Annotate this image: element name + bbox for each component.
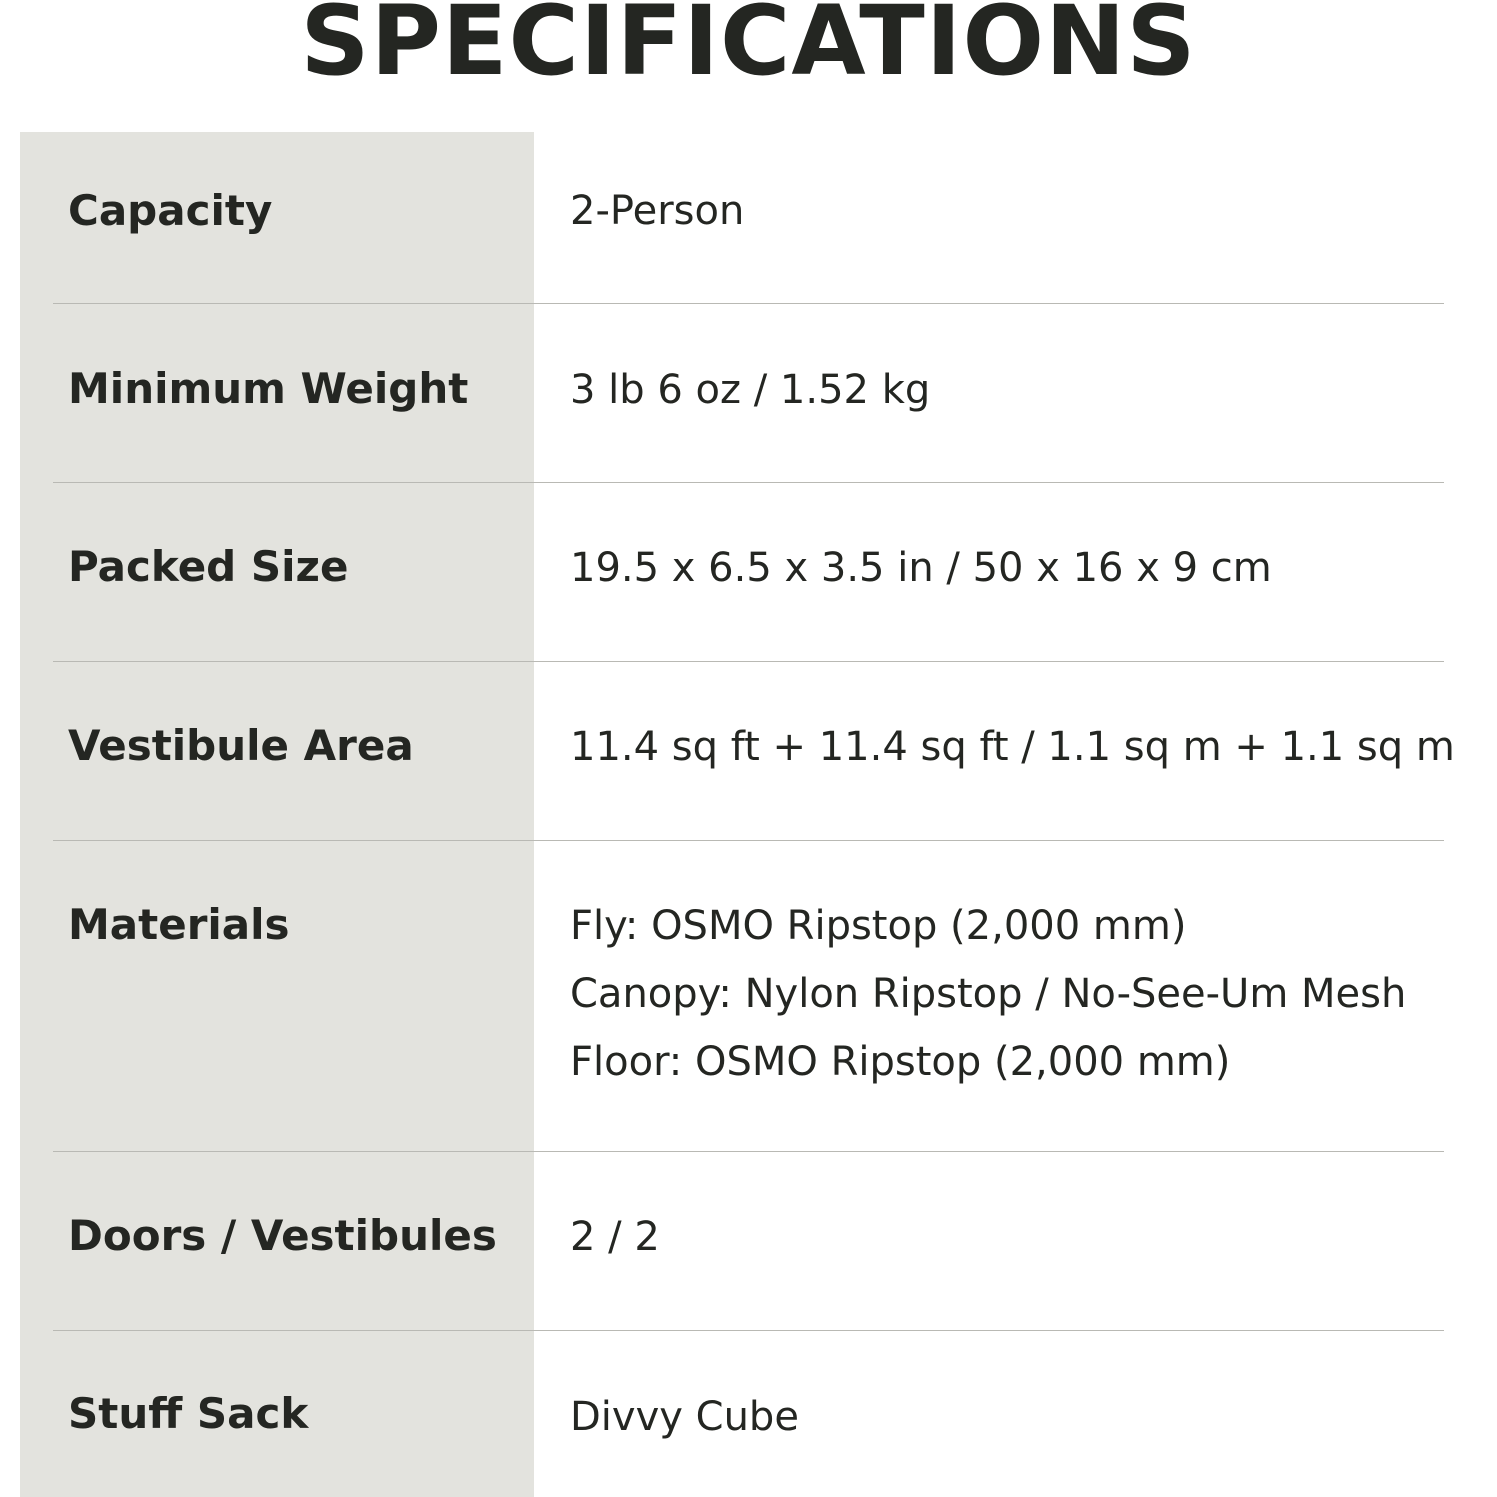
row-divider: [53, 482, 1444, 483]
row-divider: [53, 661, 1444, 662]
row-divider: [53, 1151, 1444, 1152]
row-divider: [53, 840, 1444, 841]
spec-label: Materials: [68, 900, 290, 949]
spec-value-line: Canopy: Nylon Ripstop / No-See-Um Mesh: [570, 971, 1407, 1017]
spec-label: Capacity: [68, 186, 273, 235]
spec-value-line: Fly: OSMO Ripstop (2,000 mm): [570, 903, 1187, 949]
spec-value: [570, 177, 744, 245]
spec-value-line: 2-Person: [570, 188, 745, 234]
spec-value-line: Divvy Cube: [570, 1394, 799, 1440]
spec-value-line: 19.5 x 6.5 x 3.5 in / 50 x 16 x 9 cm: [570, 545, 1272, 591]
spec-label: Minimum Weight: [68, 364, 469, 413]
spec-value-line: 2 / 2: [570, 1214, 660, 1260]
label-column-background: [20, 132, 534, 1497]
spec-value: [570, 1203, 660, 1271]
spec-value-line: 11.4 sq ft + 11.4 sq ft / 1.1 sq m + 1.1 sq m: [570, 724, 1455, 770]
spec-label: Doors / Vestibules: [68, 1211, 497, 1260]
spec-value: [570, 356, 930, 424]
row-divider: [53, 303, 1444, 304]
spec-value-line: Floor: OSMO Ripstop (2,000 mm): [570, 1039, 1231, 1085]
spec-label: Stuff Sack: [68, 1389, 309, 1438]
spec-value-line: 3 lb 6 oz / 1.52 kg: [570, 367, 931, 413]
spec-value: [570, 892, 1406, 1096]
spec-label: Vestibule Area: [68, 721, 414, 770]
spec-label: Packed Size: [68, 542, 349, 591]
row-divider: [53, 1330, 1444, 1331]
spec-value: [570, 713, 1455, 781]
spec-value: [570, 1383, 799, 1451]
spec-value: [570, 534, 1272, 602]
page-title: SPECIFICATIONS: [300, 0, 1197, 97]
